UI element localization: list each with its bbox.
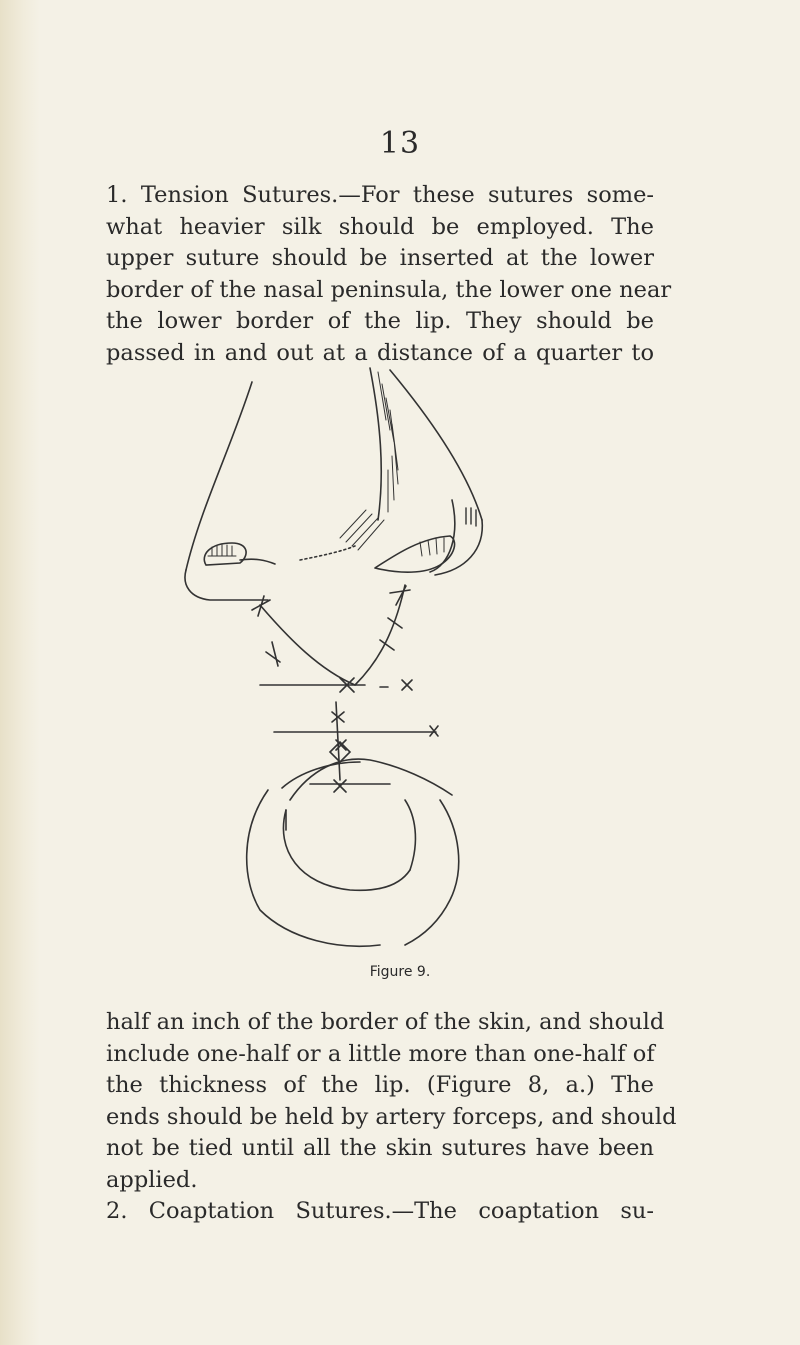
text-line: border of the nasal peninsula, the lower one near xyxy=(106,276,672,303)
text-line: passed in and out at a distance of a quarter to xyxy=(106,339,654,366)
text-line: include one-half or a little more than one-half of xyxy=(106,1040,655,1067)
text-line: what heavier silk should be employed. The xyxy=(106,213,654,240)
text-line: not be tied until all the skin sutures have been xyxy=(106,1135,654,1161)
text-line: half an inch of the border of the skin, and should xyxy=(106,1009,665,1035)
text-line: 2. Coaptation Sutures.—The coaptation su- xyxy=(106,1198,654,1224)
text-line: the lower border of the lip. They should be xyxy=(106,308,654,334)
paragraph-continued xyxy=(106,1007,677,1228)
page-edge-shadow xyxy=(0,0,40,1345)
text-line: applied. xyxy=(106,1166,198,1193)
figure-9-suture-diagram xyxy=(140,360,540,970)
nose-drawing xyxy=(185,368,482,600)
lip-v-incision xyxy=(252,585,412,692)
text-line: ends should be held by artery forceps, and should xyxy=(106,1103,677,1130)
lower-lip-drawing xyxy=(247,702,459,946)
text-line: the thickness of the lip. (Figure 8, a.) The xyxy=(106,1072,654,1098)
text-line: 1. Tension Sutures.—For these sutures some- xyxy=(106,182,654,208)
text-line: upper suture should be inserted at the lower xyxy=(106,245,654,271)
paragraph-tension-sutures xyxy=(106,180,672,369)
figure-caption: Figure 9. xyxy=(369,964,431,980)
page-number: 13 xyxy=(379,126,421,161)
